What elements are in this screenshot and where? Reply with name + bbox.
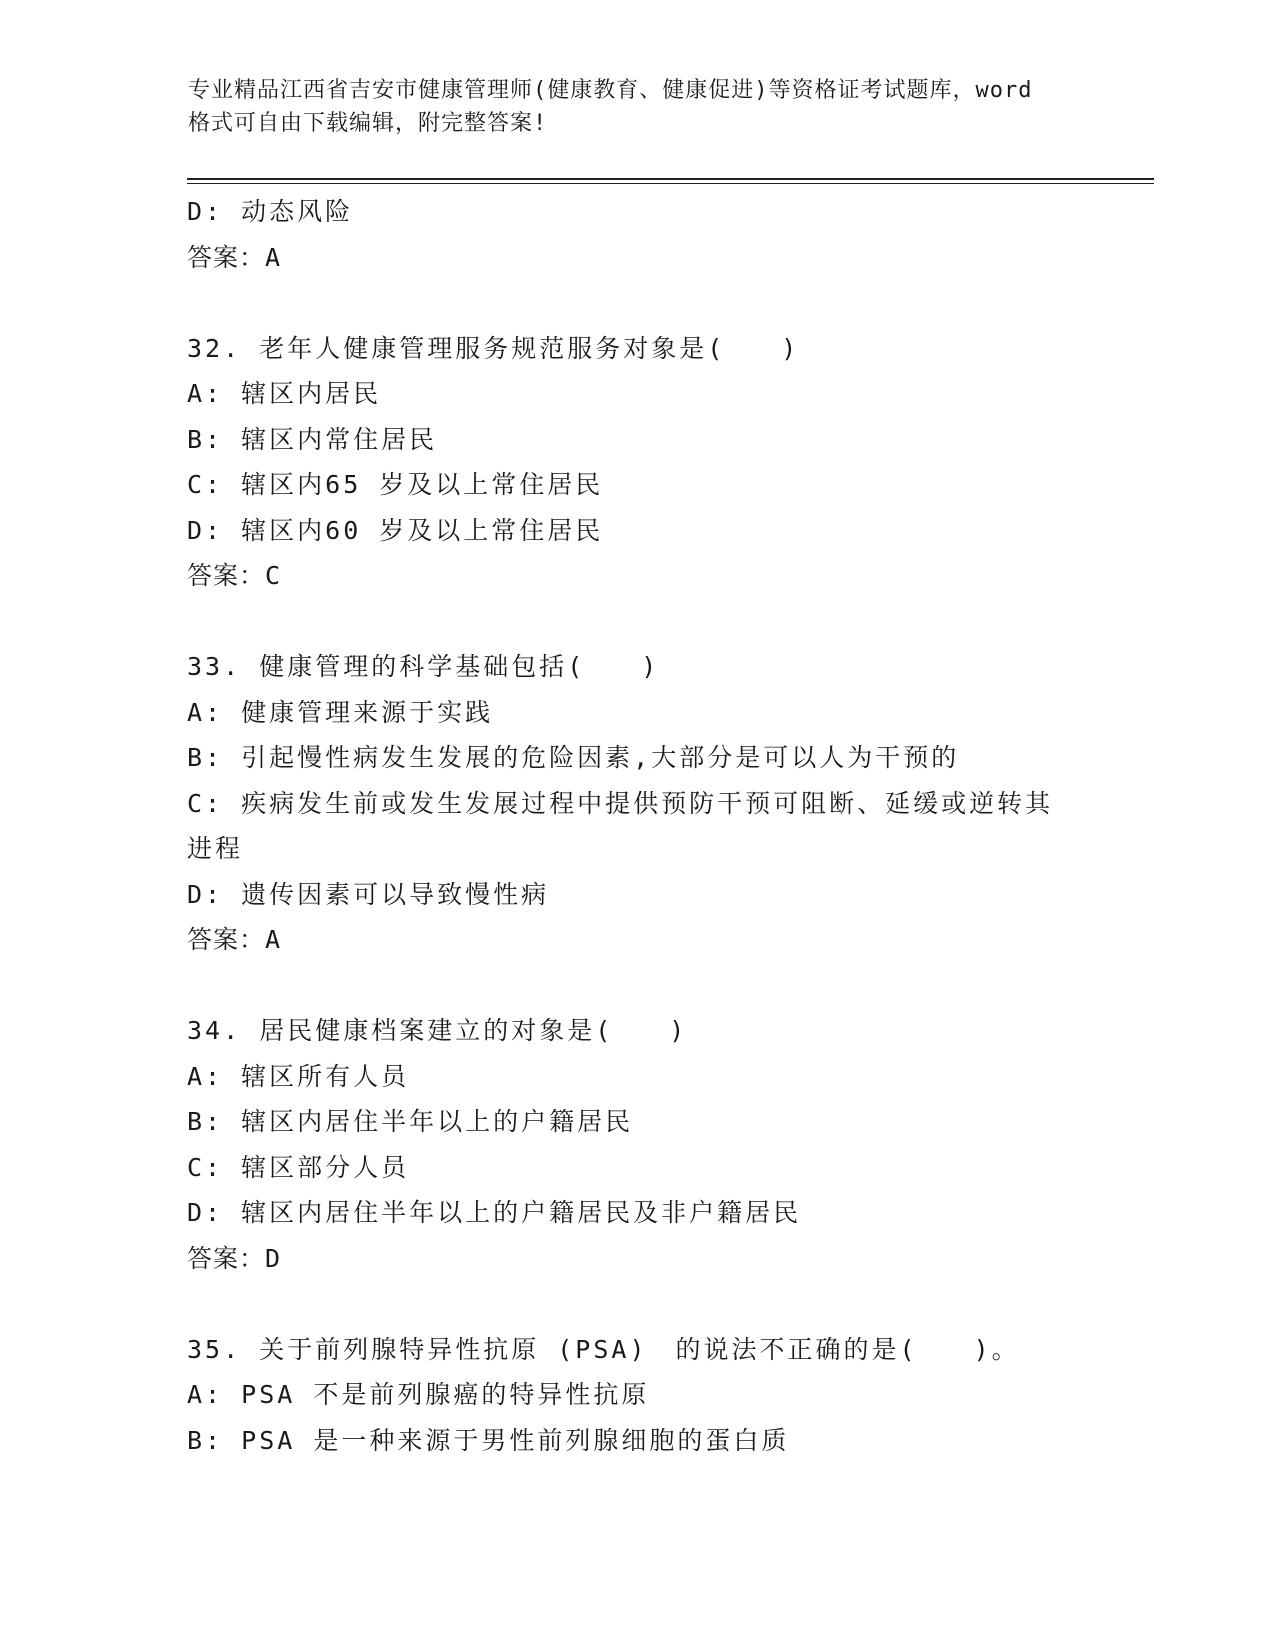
question-block xyxy=(187,189,1147,280)
answer-line: 答案：C xyxy=(187,561,282,590)
block-gap xyxy=(187,963,1147,1009)
answer-line: 答案：A xyxy=(187,925,282,954)
header-rule-thick xyxy=(187,178,1154,180)
header-line-1: 专业精品江西省吉安市健康管理师(健康教育、健康促进)等资格证考试题库，word xyxy=(188,78,1033,103)
option-line: C: 辖区内65 岁及以上常住居民 xyxy=(187,470,604,499)
header-line-2: 格式可自由下载编辑，附完整答案! xyxy=(188,111,548,136)
question-block xyxy=(187,326,1147,599)
question-stem: 34. 居民健康档案建立的对象是( ) xyxy=(187,1016,688,1045)
option-line: B: 引起慢性病发生发展的危险因素,大部分是可以人为干预的 xyxy=(187,743,960,772)
question-block xyxy=(187,644,1147,963)
option-line: A: PSA 不是前列腺癌的特异性抗原 xyxy=(187,1380,650,1409)
question-stem: 35. 关于前列腺特异性抗原 (PSA) 的说法不正确的是( )。 xyxy=(187,1334,1020,1364)
block-gap xyxy=(187,280,1147,326)
question-content xyxy=(187,189,1147,1463)
option-line: D: 辖区内居住半年以上的户籍居民及非户籍居民 xyxy=(187,1198,802,1227)
answer-line: 答案：A xyxy=(187,242,282,272)
option-line: A: 健康管理来源于实践 xyxy=(187,697,494,727)
option-line: B: 辖区内居住半年以上的户籍居民 xyxy=(187,1107,634,1136)
question-stem: 32. 老年人健康管理服务规范服务对象是( ) xyxy=(187,333,800,363)
option-line: D: 辖区内60 岁及以上常住居民 xyxy=(187,515,604,545)
option-line: B: 辖区内常住居民 xyxy=(187,424,438,454)
option-line: C: 辖区部分人员 xyxy=(187,1152,410,1182)
document-header xyxy=(188,74,1088,140)
header-rule-thin xyxy=(187,183,1154,184)
option-line: D: 动态风险 xyxy=(187,197,354,226)
question-stem: 33. 健康管理的科学基础包括( ) xyxy=(187,652,660,681)
answer-line: 答案：D xyxy=(187,1243,282,1273)
block-gap xyxy=(187,1281,1147,1327)
option-line: B: PSA 是一种来源于男性前列腺细胞的蛋白质 xyxy=(187,1425,790,1455)
block-gap xyxy=(187,599,1147,645)
option-line: A: 辖区所有人员 xyxy=(187,1061,410,1091)
option-line: C: 疾病发生前或发生发展过程中提供预防干预可阻断、延缓或逆转其 xyxy=(187,788,1054,818)
option-line: D: 遗传因素可以导致慢性病 xyxy=(187,879,550,909)
option-line: 进程 xyxy=(187,834,244,863)
option-line: A: 辖区内居民 xyxy=(187,379,382,408)
question-block xyxy=(187,1008,1147,1281)
question-block xyxy=(187,1327,1147,1464)
